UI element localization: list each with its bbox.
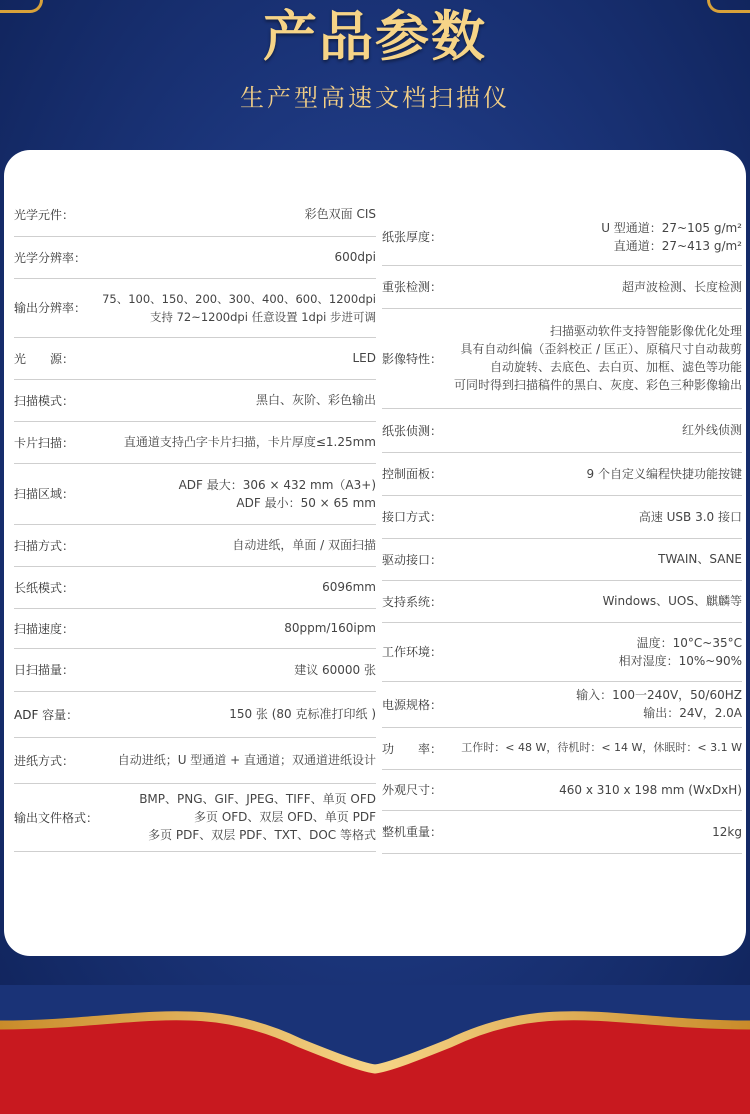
spec-value-line: 多页 PDF、双层 PDF、TXT、DOC 等格式 — [148, 828, 376, 842]
spec-value — [461, 739, 742, 757]
spec-value-line: 600dpi — [334, 250, 376, 264]
spec-label: 光 源： — [14, 351, 75, 366]
spec-label: 纸张厚度： — [382, 230, 443, 244]
spec-row — [382, 495, 742, 539]
spec-value — [229, 705, 376, 723]
spec-row — [382, 408, 742, 453]
spec-value-line: 扫描驱动软件支持智能影像优化处理 — [549, 324, 742, 338]
spec-value — [682, 421, 742, 439]
spec-row — [382, 681, 742, 728]
spec-value-line: 超声波检测、长度检测 — [621, 279, 742, 294]
spec-value-line: 温度：10°C~35°C — [636, 635, 742, 650]
spec-value-line: U 型通道：27~105 g/m² — [601, 220, 742, 235]
spec-value-line: 输入：100一240V，50/60HZ — [576, 688, 742, 702]
spec-value — [232, 536, 376, 554]
spec-row — [14, 278, 376, 338]
spec-label: 长纸模式： — [14, 580, 75, 595]
page-subtitle: 生产型高速文档扫描仪 — [240, 84, 510, 112]
spec-value-line: 9 个自定义编程快捷功能按键 — [586, 466, 742, 481]
spec-label: 光学分辨率： — [14, 250, 87, 265]
spec-row — [14, 524, 376, 567]
spec-value-line: 80ppm/160ipm — [284, 621, 376, 635]
spec-label: 扫描速度： — [14, 621, 75, 636]
spec-row — [14, 192, 376, 237]
spec-value — [559, 781, 742, 799]
spec-value-line: Windows、UOS、麒麟等 — [602, 594, 742, 608]
spec-label: 卡片扫描： — [14, 435, 75, 450]
spec-value-line: 相对湿度：10%~90% — [618, 653, 742, 668]
spec-value — [712, 823, 742, 841]
spec-value — [322, 578, 376, 596]
spec-row — [382, 538, 742, 581]
spec-label: 纸张侦测： — [382, 423, 443, 438]
spec-row — [382, 580, 742, 623]
spec-value-line: LED — [352, 351, 376, 365]
spec-value — [124, 433, 376, 451]
spec-value — [352, 349, 376, 367]
spec-label: 工作环境： — [382, 645, 443, 659]
spec-value-line: 多页 OFD、双层 OFD、单页 PDF — [194, 810, 376, 824]
spec-value — [619, 634, 742, 670]
spec-value-line: ADF 最小：50 × 65 mm — [236, 495, 376, 510]
spec-label: 扫描区域： — [14, 487, 75, 501]
spec-label: 接口方式： — [382, 510, 443, 524]
spec-label: 影像特性： — [382, 351, 443, 366]
spec-label: ADF 容量： — [14, 707, 79, 722]
spec-row — [14, 691, 376, 738]
spec-row — [14, 608, 376, 649]
spec-row — [382, 308, 742, 409]
spec-value-line: 自动进纸，单面 / 双面扫描 — [232, 538, 376, 552]
spec-row — [382, 769, 742, 811]
spec-value-line: 黑白、灰阶、彩色输出 — [255, 393, 376, 407]
spec-row — [14, 236, 376, 279]
spec-value — [622, 278, 742, 296]
spec-row — [382, 727, 742, 770]
spec-value — [102, 290, 376, 326]
spec-label: 扫描方式： — [14, 538, 75, 553]
spec-value — [454, 322, 742, 394]
spec-value-line: 高速 USB 3.0 接口 — [638, 509, 742, 524]
spec-value — [118, 751, 376, 769]
spec-value-line: 支持 72~1200dpi 任意设置 1dpi 步进可调 — [149, 309, 376, 324]
spec-value-line: 建议 60000 张 — [294, 662, 376, 677]
spec-value-line: ADF 最大：306 × 432 mm（A3+) — [178, 477, 376, 492]
spec-value-line: 自动进纸；U 型通道 + 直通道；双通道进纸设计 — [117, 753, 376, 767]
spec-row — [382, 265, 742, 309]
spec-label: 日扫描量： — [14, 663, 75, 677]
spec-row — [14, 783, 376, 852]
spec-value-line: 12kg — [712, 824, 742, 839]
spec-value-line: 输出：24V，2.0A — [643, 706, 742, 720]
spec-value — [305, 205, 376, 223]
spec-value — [179, 476, 376, 512]
spec-label: 电源规格： — [382, 697, 443, 712]
spec-value — [587, 465, 742, 483]
spec-value-line: 彩色双面 CIS — [304, 207, 376, 221]
spec-label: 驱动接口： — [382, 552, 443, 567]
spec-value — [284, 619, 376, 637]
spec-value — [256, 391, 376, 409]
spec-row — [14, 379, 376, 422]
spec-value — [294, 661, 376, 679]
spec-row — [382, 810, 742, 854]
spec-value — [335, 248, 376, 266]
spec-label: 输出分辨率： — [14, 301, 87, 315]
spec-value-line: BMP、PNG、GIF、JPEG、TIFF、单页 OFD — [139, 792, 376, 806]
spec-value-line: 6096mm — [322, 580, 376, 594]
spec-value-line: 直通道：27~413 g/m² — [613, 238, 742, 253]
spec-row — [14, 463, 376, 525]
spec-label: 外观尺寸： — [382, 783, 443, 797]
spec-label: 输出文件格式： — [14, 810, 99, 825]
spec-value-line: TWAIN、SANE — [658, 552, 742, 566]
spec-row — [14, 737, 376, 784]
spec-row — [382, 452, 742, 496]
spec-row — [382, 622, 742, 682]
spec-label: 功 率： — [382, 741, 443, 756]
page-title: 产品参数 — [263, 4, 487, 68]
spec-row — [14, 648, 376, 692]
spec-label: 控制面板： — [382, 467, 443, 481]
spec-value-line: 红外线侦测 — [681, 423, 742, 437]
spec-card — [4, 150, 746, 956]
spec-row — [14, 421, 376, 464]
spec-value-line: 75、100、150、200、300、400、600、1200dpi — [102, 291, 376, 306]
spec-label: 重张检测： — [382, 280, 443, 294]
spec-row — [14, 337, 376, 380]
spec-label: 光学元件： — [14, 207, 75, 222]
spec-value — [639, 508, 742, 526]
spec-value — [139, 790, 376, 844]
spec-row — [382, 208, 742, 266]
spec-value-line: 150 张 (80 克标准打印纸 ) — [229, 707, 376, 721]
spec-label: 扫描模式： — [14, 393, 75, 408]
spec-value-line: 具有自动纠偏（歪斜校正 / 匡正）、原稿尺寸自动裁剪 — [460, 342, 742, 356]
spec-value-line: 直通道支持凸字卡片扫描，卡片厚度≤1.25mm — [123, 435, 376, 449]
spec-value — [601, 219, 742, 255]
spec-label: 整机重量： — [382, 825, 443, 839]
spec-value-line: 460 x 310 x 198 mm (WxDxH) — [559, 782, 742, 797]
footer-wave-graphic — [0, 985, 750, 1114]
spec-value-line: 可同时得到扫描稿件的黑白、灰度、彩色三种影像输出 — [453, 378, 742, 392]
spec-label: 支持系统： — [382, 594, 443, 609]
spec-label: 进纸方式： — [14, 753, 75, 768]
spec-row — [14, 566, 376, 609]
spec-value — [603, 592, 742, 610]
spec-value — [576, 686, 742, 722]
spec-value-line: 工作时：< 48 W，待机时：< 14 W，休眠时：< 3.1 W — [461, 741, 742, 754]
spec-value — [658, 550, 742, 568]
decorative-footer — [0, 985, 750, 1114]
spec-value-line: 自动旋转、去底色、去白页、加框、滤色等功能 — [489, 360, 742, 374]
